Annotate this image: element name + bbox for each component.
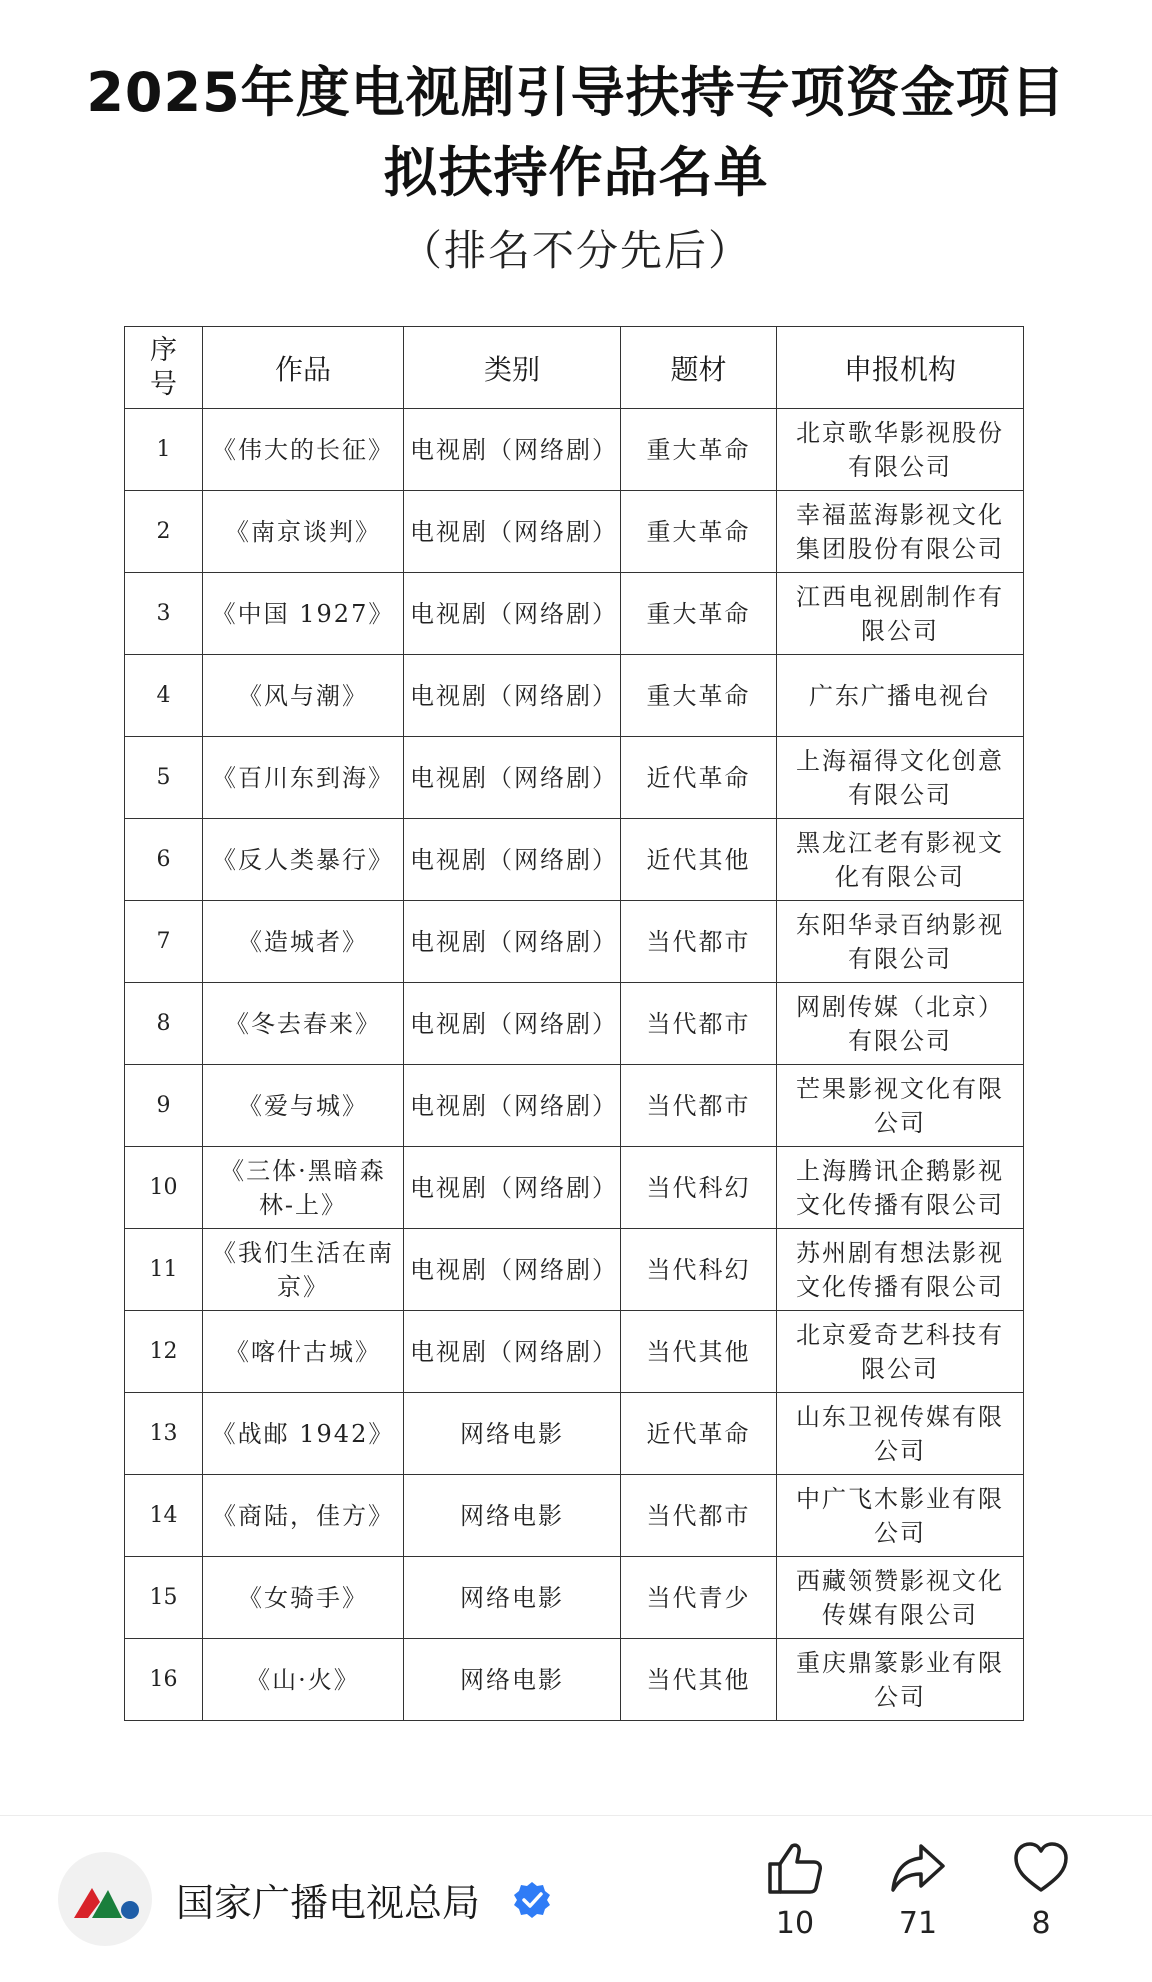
cell-work: 《喀什古城》 [203, 1311, 404, 1393]
cell-work: 《风与潮》 [203, 655, 404, 737]
share-icon [889, 1840, 947, 1896]
cell-theme: 当代其他 [621, 1311, 777, 1393]
header-applicant: 申报机构 [777, 327, 1024, 409]
cell-work: 《伟大的长征》 [203, 409, 404, 491]
verified-badge-icon [512, 1880, 552, 1920]
cell-index: 5 [125, 737, 203, 819]
cell-index: 4 [125, 655, 203, 737]
cell-applicant: 西藏领赞影视文化传媒有限公司 [777, 1557, 1024, 1639]
cell-theme: 当代科幻 [621, 1147, 777, 1229]
heart-icon [1012, 1840, 1070, 1896]
cell-applicant: 东阳华录百纳影视有限公司 [777, 901, 1024, 983]
cell-index: 7 [125, 901, 203, 983]
nrta-logo-icon[interactable] [58, 1852, 152, 1946]
cell-theme: 重大革命 [621, 409, 777, 491]
cell-index: 11 [125, 1229, 203, 1311]
table-row [125, 1393, 1024, 1475]
table-row [125, 1639, 1024, 1721]
document-title-line2: 拟扶持作品名单 [383, 141, 769, 204]
cell-work: 《冬去春来》 [203, 983, 404, 1065]
table-row [125, 819, 1024, 901]
cell-work: 《百川东到海》 [203, 737, 404, 819]
header-category: 类别 [404, 327, 621, 409]
cell-applicant: 北京歌华影视股份有限公司 [777, 409, 1024, 491]
cell-theme: 近代革命 [621, 737, 777, 819]
table-row [125, 1147, 1024, 1229]
table-row [125, 491, 1024, 573]
table-row [125, 1229, 1024, 1311]
header-index: 序 号 [125, 327, 203, 409]
cell-index: 3 [125, 573, 203, 655]
cell-work: 《山·火》 [203, 1639, 404, 1721]
cell-category: 电视剧（网络剧） [404, 573, 621, 655]
cell-index: 16 [125, 1639, 203, 1721]
cell-category: 电视剧（网络剧） [404, 491, 621, 573]
table-row [125, 409, 1024, 491]
cell-index: 9 [125, 1065, 203, 1147]
cell-applicant: 黑龙江老有影视文化有限公司 [777, 819, 1024, 901]
cell-applicant: 广东广播电视台 [777, 655, 1024, 737]
cell-theme: 近代革命 [621, 1393, 777, 1475]
share-button[interactable] [873, 1840, 963, 1941]
header-work: 作品 [203, 327, 404, 409]
table-row [125, 1557, 1024, 1639]
cell-category: 网络电影 [404, 1557, 621, 1639]
cell-theme: 当代都市 [621, 983, 777, 1065]
cell-applicant: 北京爱奇艺科技有限公司 [777, 1311, 1024, 1393]
cell-index: 12 [125, 1311, 203, 1393]
cell-applicant: 幸福蓝海影视文化集团股份有限公司 [777, 491, 1024, 573]
cell-applicant: 重庆鼎篆影业有限公司 [777, 1639, 1024, 1721]
cell-work: 《我们生活在南京》 [203, 1229, 404, 1311]
cell-work: 《战邮 1942》 [203, 1393, 404, 1475]
cell-category: 网络电影 [404, 1393, 621, 1475]
table-row [125, 1475, 1024, 1557]
cell-work: 《三体·黑暗森林-上》 [203, 1147, 404, 1229]
cell-category: 电视剧（网络剧） [404, 737, 621, 819]
cell-applicant: 苏州剧有想法影视文化传播有限公司 [777, 1229, 1024, 1311]
document-title: 2025年度电视剧引导扶持专项资金项目 [86, 61, 1066, 124]
cell-category: 网络电影 [404, 1639, 621, 1721]
thumbs-up-icon [766, 1840, 824, 1896]
cell-work: 《女骑手》 [203, 1557, 404, 1639]
cell-index: 15 [125, 1557, 203, 1639]
cell-applicant: 上海腾讯企鹅影视文化传播有限公司 [777, 1147, 1024, 1229]
table-row [125, 983, 1024, 1065]
cell-category: 电视剧（网络剧） [404, 1147, 621, 1229]
table-row [125, 901, 1024, 983]
cell-index: 6 [125, 819, 203, 901]
cell-applicant: 山东卫视传媒有限公司 [777, 1393, 1024, 1475]
cell-work: 《中国 1927》 [203, 573, 404, 655]
support-list-table [124, 326, 1024, 1721]
table-row [125, 655, 1024, 737]
like-count: 10 [775, 1906, 815, 1941]
cell-applicant: 江西电视剧制作有限公司 [777, 573, 1024, 655]
table-header-row [125, 327, 1024, 409]
cell-index: 8 [125, 983, 203, 1065]
header-theme: 题材 [621, 327, 777, 409]
cell-index: 10 [125, 1147, 203, 1229]
table-row [125, 1065, 1024, 1147]
cell-work: 《造城者》 [203, 901, 404, 983]
share-count: 71 [898, 1906, 938, 1941]
cell-applicant: 上海福得文化创意有限公司 [777, 737, 1024, 819]
cell-index: 2 [125, 491, 203, 573]
cell-category: 电视剧（网络剧） [404, 1065, 621, 1147]
favorite-count: 8 [1031, 1906, 1051, 1941]
cell-work: 《商陆，佳方》 [203, 1475, 404, 1557]
cell-work: 《爱与城》 [203, 1065, 404, 1147]
cell-theme: 当代都市 [621, 901, 777, 983]
cell-work: 《南京谈判》 [203, 491, 404, 573]
table-row [125, 1311, 1024, 1393]
cell-theme: 重大革命 [621, 491, 777, 573]
cell-applicant: 中广飞木影业有限公司 [777, 1475, 1024, 1557]
cell-category: 电视剧（网络剧） [404, 983, 621, 1065]
table-row [125, 573, 1024, 655]
cell-category: 电视剧（网络剧） [404, 409, 621, 491]
cell-work: 《反人类暴行》 [203, 819, 404, 901]
cell-category: 网络电影 [404, 1475, 621, 1557]
cell-index: 14 [125, 1475, 203, 1557]
cell-theme: 当代青少 [621, 1557, 777, 1639]
cell-theme: 近代其他 [621, 819, 777, 901]
favorite-button[interactable] [996, 1840, 1086, 1941]
cell-applicant: 网剧传媒（北京）有限公司 [777, 983, 1024, 1065]
cell-category: 电视剧（网络剧） [404, 901, 621, 983]
cell-theme: 当代都市 [621, 1475, 777, 1557]
document-subtitle: （排名不分先后） [399, 226, 752, 275]
cell-theme: 当代其他 [621, 1639, 777, 1721]
cell-theme: 重大革命 [621, 573, 777, 655]
cell-index: 1 [125, 409, 203, 491]
cell-category: 电视剧（网络剧） [404, 655, 621, 737]
table-row [125, 737, 1024, 819]
account-name[interactable]: 国家广播电视总局 [176, 1881, 481, 1925]
cell-theme: 当代都市 [621, 1065, 777, 1147]
cell-category: 电视剧（网络剧） [404, 1229, 621, 1311]
cell-category: 电视剧（网络剧） [404, 819, 621, 901]
cell-theme: 当代科幻 [621, 1229, 777, 1311]
like-button[interactable] [750, 1840, 840, 1941]
footer-divider [0, 1815, 1152, 1816]
cell-theme: 重大革命 [621, 655, 777, 737]
cell-applicant: 芒果影视文化有限公司 [777, 1065, 1024, 1147]
cell-category: 电视剧（网络剧） [404, 1311, 621, 1393]
cell-index: 13 [125, 1393, 203, 1475]
